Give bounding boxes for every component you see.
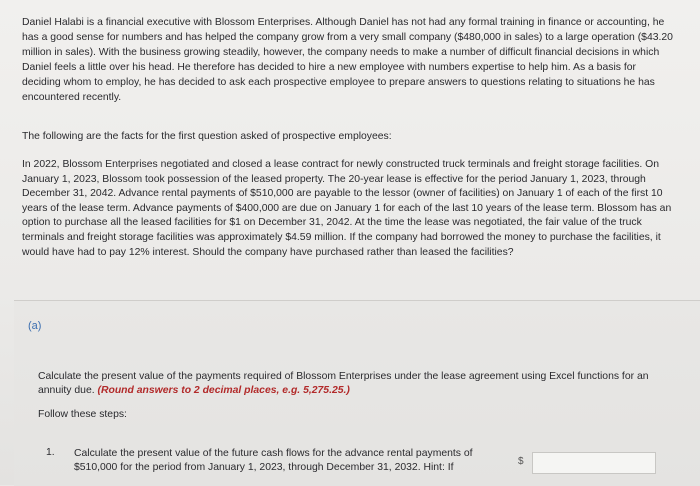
part-a-label: (a) xyxy=(28,320,42,332)
question-header: The following are the facts for the first question asked of prospective employees: xyxy=(22,131,392,142)
step-number: 1. xyxy=(46,447,55,458)
answer-input[interactable] xyxy=(532,452,656,474)
intro-paragraph: Daniel Halabi is a financial executive with Blossom Enterprises. Although Daniel has not had any formal training in finance or accounting, he has a good sense for numbers and has helped the company grow from a very small company ($480,000 in sales) to a large operation ($43.20 million in sales). With the business growing steadily, however, the company needs to make a number of difficult financial decisions in which Daniel feels a little over his head. He therefore has decided to hire a new employee with numbers expertise to help him. As a basis for deciding whom to employ, he has decided to ask each prospective employee to prepare answers to questions relating to situations he has encountered recently. xyxy=(22,17,673,103)
facts-paragraph: In 2022, Blossom Enterprises negotiated and closed a lease contract for newly constructed truck terminals and freight storage facilities. On January 1, 2023, Blossom took possession of the leased property. The 20-year lease is effective for the period January 1, 2023, through December 31, 2042. Advance rental payments of $510,000 are payable to the lessor (owner of facilities) on January 1 of each of the first 10 years of the lease term. Advance payments of $400,000 are due on January 1 for each of the last 10 years of the lease term. Blossom has an option to purchase all the leased facilities for $1 on December 31, 2042. At the time the lease was negotiated, the fair value of the truck terminals and freight storage facilities was approximately $4.59 million. If the company had borrowed the money to purchase the facilities, it would have had to pay 12% interest. Should the company have purchased rather than leased the facilities? xyxy=(22,159,672,258)
instruction-text: Calculate the present value of the payments required of Blossom Enterprises under the lease agreement using Excel functions for an annuity due. xyxy=(38,371,649,396)
step-1-text: Calculate the present value of the future cash flows for the advance rental payments of $510,000 for the period from January 1, 2023, through December 31, 2032. Hint: If xyxy=(74,448,473,473)
rounding-hint: (Round answers to 2 decimal places, e.g. 5,275.25.) xyxy=(97,385,350,396)
part-a-instruction xyxy=(38,370,678,398)
currency-symbol: $ xyxy=(518,456,524,467)
steps-intro: Follow these steps: xyxy=(38,409,127,420)
